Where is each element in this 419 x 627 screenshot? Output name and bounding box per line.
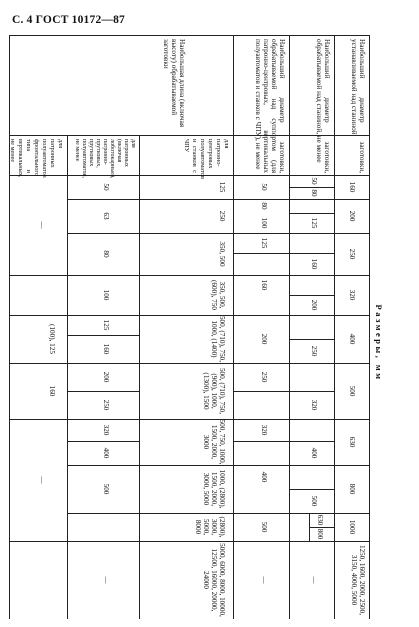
r4-cell: 500, (710), 750, 1000, (1400) bbox=[210, 315, 226, 363]
r3-cell: 160 bbox=[260, 279, 268, 291]
r5-cell: 250 bbox=[102, 399, 110, 411]
r3-cell: 100 bbox=[260, 217, 268, 229]
r2-cell: 250 bbox=[310, 345, 318, 357]
r1-cell: 1250, 1600, 2000, 2500, 3150, 4000, 5000 bbox=[350, 544, 366, 616]
r2-cell: 800 bbox=[316, 528, 324, 540]
r3-cell: 320 bbox=[260, 424, 268, 436]
r3-cell: 200 bbox=[260, 333, 268, 345]
r1-cell: 1000 bbox=[348, 519, 356, 535]
r3-cell: — bbox=[260, 576, 268, 584]
r4-cell: 500, (710), 750, (900), 1000, (1300), 1500 bbox=[202, 367, 226, 415]
r1-cell: 500 bbox=[348, 385, 356, 397]
r3-cell: 250 bbox=[260, 371, 268, 383]
r2-cell: 630 bbox=[316, 514, 324, 526]
rotated-table bbox=[10, 35, 386, 619]
r1-cell: 250 bbox=[348, 248, 356, 260]
r5-cell: 50 bbox=[102, 183, 110, 191]
r2-cell: 400 bbox=[310, 447, 318, 459]
row-label-chuck-center: для патронно-центровых полуавтоматов и станков с ЧПУ bbox=[183, 139, 230, 179]
r4-cell: 1000, (2800), 1500, 2000, 3000, 5000 bbox=[202, 469, 226, 509]
r3-cell: 50 bbox=[260, 183, 268, 191]
row-label-max-diameter-installed: Наибольший диаметр заготовки, устанавливаемой над станиной bbox=[350, 39, 366, 173]
r5-cell: 100 bbox=[102, 289, 110, 301]
r2-cell: 500 bbox=[310, 495, 318, 507]
r1-cell: 160 bbox=[348, 181, 356, 193]
r2-cell: 50 bbox=[310, 177, 318, 185]
r2-cell: 125 bbox=[310, 217, 318, 229]
r6-cell: 160 bbox=[48, 385, 56, 397]
r3-cell: 125 bbox=[260, 237, 268, 249]
r2-cell: 200 bbox=[310, 299, 318, 311]
r5-cell: 500 bbox=[102, 483, 110, 495]
r1-cell: 200 bbox=[348, 210, 356, 222]
r5-cell: 125 bbox=[102, 319, 110, 331]
r4-cell: 250 bbox=[218, 210, 226, 222]
r6-cell: (100), 125 bbox=[48, 324, 56, 354]
r4-cell: 125 bbox=[218, 181, 226, 193]
r1-cell: 630 bbox=[348, 436, 356, 448]
r2-cell: 80 bbox=[310, 189, 318, 197]
row-label-chuck: для патронных (включая лоботокарные), патронно-прутковых, прутковых полуавтоматов, не менее bbox=[74, 139, 136, 179]
r4-cell: 5000, 6000, 8000, 10000, 12500, 16000, 20000, 24000 bbox=[202, 543, 226, 617]
r5-cell: 320 bbox=[102, 424, 110, 436]
r5-cell: 63 bbox=[102, 212, 110, 220]
r5-cell: 160 bbox=[102, 343, 110, 355]
r3-cell: 500 bbox=[260, 521, 268, 533]
table-title: Размеры, мм bbox=[374, 304, 384, 382]
row-label-max-diameter-over-carriage: Наибольший диаметр заготовки, обрабатываемой над суппортом (для патронно-центровых, вертикальных полуавтоматов и станков с ЧПУ), не менее bbox=[254, 39, 286, 173]
r3-cell: 80 bbox=[260, 202, 268, 210]
row-group-max-length: Наибольшая длина (включая высоту) обрабатываемой заготовки bbox=[162, 39, 186, 128]
r1-cell: 800 bbox=[348, 483, 356, 495]
r2-cell: — bbox=[310, 576, 318, 584]
r5-cell: 400 bbox=[102, 447, 110, 459]
r5-cell: 200 bbox=[102, 371, 110, 383]
r4-cell: 500, 750, 1000, 1500, 2000, 3000 bbox=[202, 419, 226, 465]
row-label-front: для патронных полуавтоматов фронтального типа и вертикальных, не менее bbox=[9, 139, 64, 178]
r6-cell: — bbox=[38, 476, 46, 484]
r2-cell: 160 bbox=[310, 258, 318, 270]
r4-cell: (2800), 3000, 5000, 8000 bbox=[194, 516, 226, 538]
r1-cell: 400 bbox=[348, 333, 356, 345]
r3-cell: 400 bbox=[260, 471, 268, 483]
page-header: С. 4 ГОСТ 10172—87 bbox=[12, 14, 125, 26]
r1-cell: 320 bbox=[348, 289, 356, 301]
r5-cell: — bbox=[102, 576, 110, 584]
r5-cell: 80 bbox=[102, 250, 110, 258]
row-label-max-diameter-over-bed: Наибольший диаметр заготовки, обрабатываемой над станиной, не менее bbox=[315, 39, 331, 173]
r6-cell: — bbox=[38, 221, 46, 229]
r4-cell: 350, 500, (600), 750 bbox=[210, 280, 226, 310]
r2-cell: 320 bbox=[310, 399, 318, 411]
r4-cell: 350, 500 bbox=[218, 241, 226, 267]
